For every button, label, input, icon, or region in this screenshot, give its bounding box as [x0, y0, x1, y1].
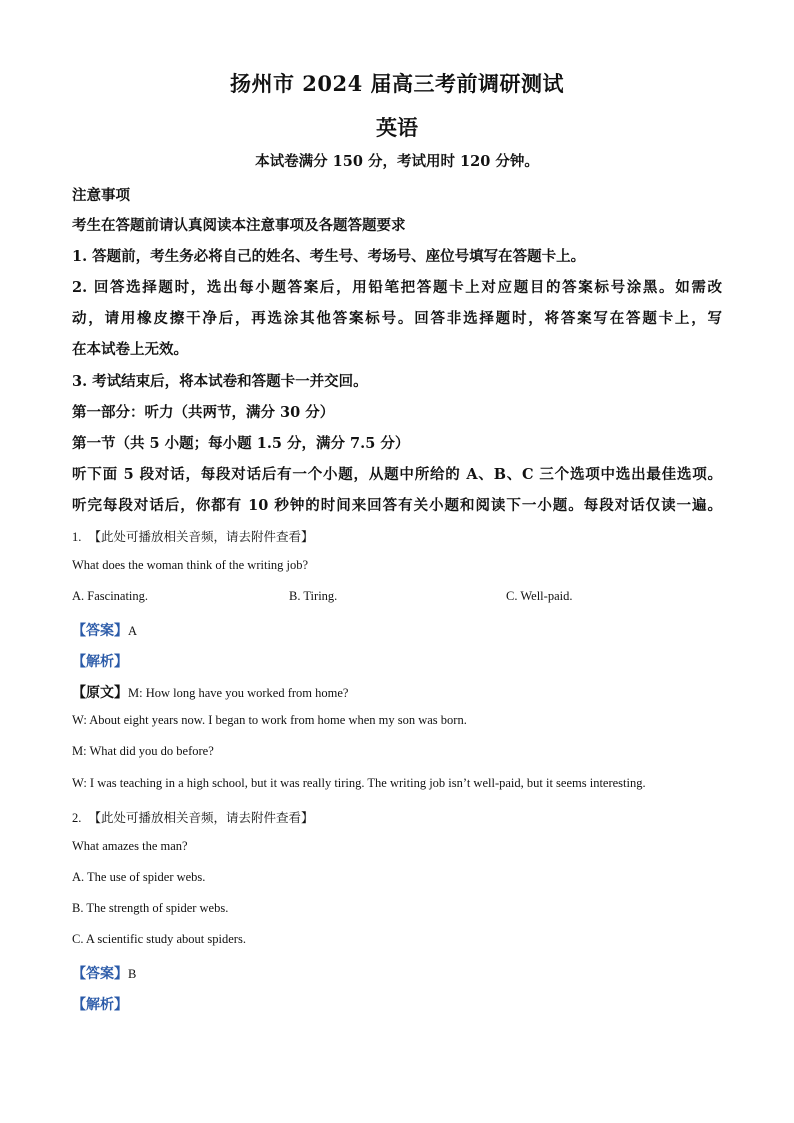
notice-item-1: 1. 答题前，考生务必将自己的姓名、考生号、考场号、座位号填写在答题卡上。 [72, 248, 586, 265]
q1-analysis-tag: 【解析】 [72, 655, 128, 670]
q1-transcript-text-1: M: How long have you worked from home? [128, 686, 349, 700]
q2-option-a: A. The use of spider webs. [72, 870, 206, 884]
q1-question: What does the woman think of the writing job? [72, 558, 309, 572]
q1-audio-link[interactable]: 【此处可播放相关音频，请去附件查看】 [88, 530, 314, 544]
q1-answer-tag: 【答案】 [72, 624, 128, 639]
q1-transcript-line-4: W: I was teaching in a high school, but it was really tiring. The writing job isn’t well-paid, but it seems interesting. [72, 776, 646, 790]
section-sub-heading: 第一节（共 5 小题；每小题 1.5 分，满分 7.5 分） [72, 435, 410, 452]
q2-analysis-tag: 【解析】 [72, 998, 128, 1013]
notice-item-2-line-3: 在本试卷上无效。 [72, 341, 188, 358]
q1-transcript-line-2: W: About eight years now. I began to work from home when my son was born. [72, 713, 467, 727]
q2-option-b: B. The strength of spider webs. [72, 901, 229, 915]
q2-number: 2. [72, 811, 82, 825]
q2-audio-line [72, 808, 314, 826]
q2-answer-tag: 【答案】 [72, 967, 128, 982]
q2-analysis-line [72, 994, 128, 1014]
q1-answer-value: A [128, 624, 138, 638]
q2-option-c: C. A scientific study about spiders. [72, 932, 246, 946]
q1-transcript-line-3: M: What did you do before? [72, 744, 214, 758]
section-instruction-line-1: 听下面 5 段对话，每段对话后有一个小题，从题中所给的 A、B、C 三个选项中选出最佳选项。 [72, 466, 722, 483]
exam-subject: 英语 [376, 115, 418, 140]
q1-analysis-line [72, 651, 128, 671]
q1-transcript-line-1 [72, 682, 348, 702]
q2-question: What amazes the man? [72, 839, 188, 853]
exam-title: 扬州市 2024 届高三考前调研测试 [229, 71, 565, 96]
q2-answer-value: B [128, 967, 137, 981]
exam-meta: 本试卷满分 150 分，考试用时 120 分钟。 [255, 153, 539, 170]
notice-item-2-line-1: 2. 回答选择题时，选出每小题答案后，用铅笔把答题卡上对应题目的答案标号涂黑。如需改 [72, 279, 722, 296]
section-instruction-line-2: 听完每段对话后，你都有 10 秒钟的时间来回答有关小题和阅读下一小题。每段对话仅读一遍。 [72, 497, 722, 514]
q1-option-c: C. Well-paid. [506, 589, 573, 603]
q2-answer-line [72, 963, 136, 983]
notice-item-3: 3. 考试结束后，将本试卷和答题卡一并交回。 [72, 373, 368, 390]
q1-audio-line [72, 527, 314, 545]
q1-option-a: A. Fascinating. [72, 589, 149, 603]
notice-intro: 考生在答题前请认真阅读本注意事项及各题答题要求 [72, 217, 406, 234]
q1-number: 1. [72, 530, 82, 544]
q2-audio-link[interactable]: 【此处可播放相关音频，请去附件查看】 [88, 811, 314, 825]
notice-heading: 注意事项 [72, 187, 130, 204]
notice-item-2-line-2: 动，请用橡皮擦干净后，再选涂其他答案标号。回答非选择题时，将答案写在答题卡上，写 [72, 310, 722, 327]
q1-option-b: B. Tiring. [289, 589, 338, 603]
section-part-heading: 第一部分：听力（共两节，满分 30 分） [72, 404, 335, 421]
q1-answer-line [72, 620, 137, 640]
q1-transcript-tag: 【原文】 [72, 686, 128, 701]
